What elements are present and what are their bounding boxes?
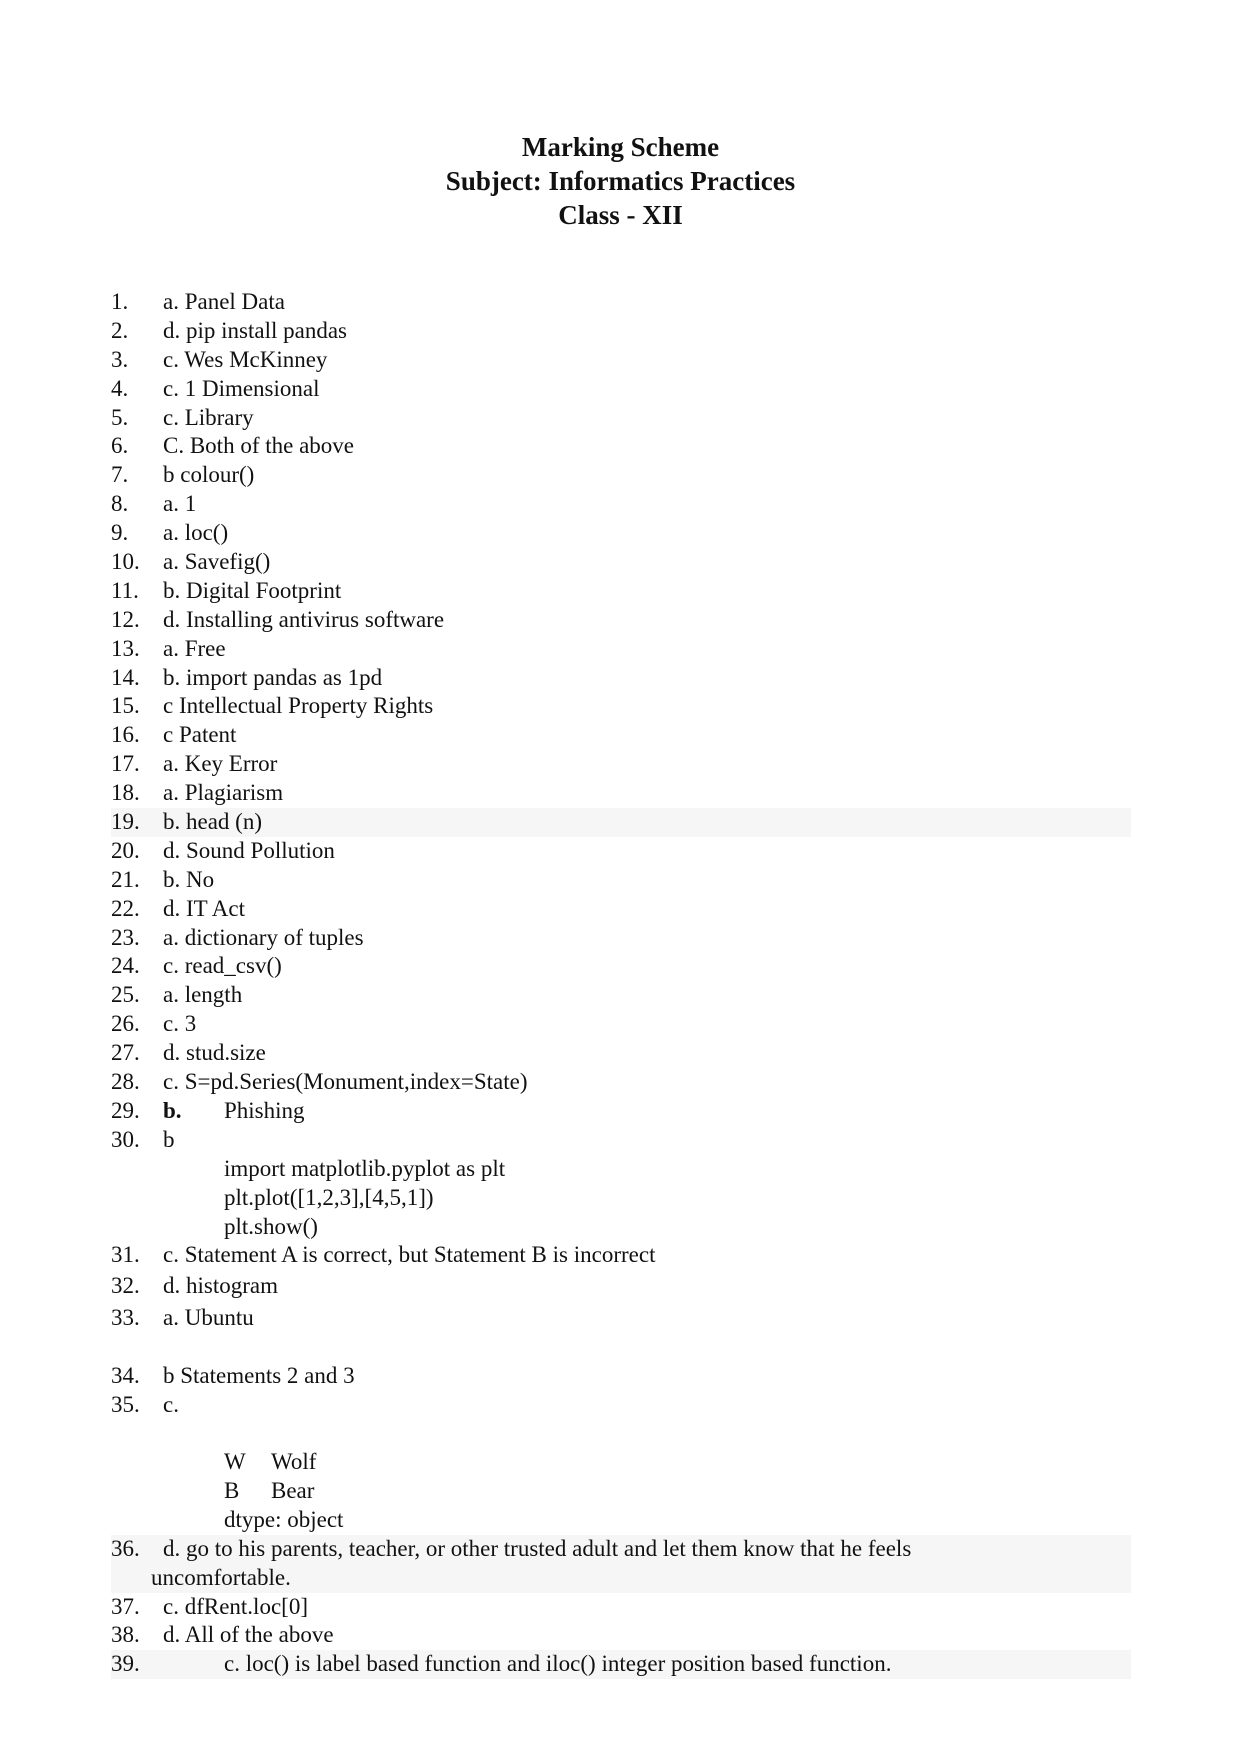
code-line-3 <box>111 1213 1131 1242</box>
answer-item <box>111 721 1131 750</box>
answer-item <box>111 461 1131 490</box>
answer-text: a. Key Error <box>163 751 278 777</box>
answer-number: 13. <box>111 635 140 661</box>
answer-item <box>111 548 1131 577</box>
code-text: plt.show() <box>224 1213 318 1239</box>
answer-text: c. S=pd.Series(Monument,index=State) <box>163 1069 528 1095</box>
answer-number: 34. <box>111 1363 140 1389</box>
answer-number: 9. <box>111 520 129 546</box>
answer-item-30 <box>111 1126 1131 1155</box>
answer-option: b <box>163 1126 175 1152</box>
answer-number: 36. <box>111 1535 140 1561</box>
answer-item <box>111 490 1131 519</box>
answer-text: b. import pandas as 1pd <box>163 664 383 690</box>
answer-item <box>111 808 1131 837</box>
answer-text-continued: uncomfortable. <box>151 1564 291 1590</box>
answer-list <box>111 288 1131 1679</box>
answer-number: 18. <box>111 780 140 806</box>
series-index: W <box>224 1449 246 1475</box>
spacer <box>111 1420 1131 1448</box>
answer-item <box>111 519 1131 548</box>
answer-item <box>111 404 1131 433</box>
answer-text: c Intellectual Property Rights <box>163 693 434 719</box>
document-header <box>0 130 1241 232</box>
answer-text: c. read_csv() <box>163 953 282 979</box>
answer-text: d. go to his parents, teacher, or other trusted adult and let them know that he feels <box>163 1535 912 1561</box>
answer-item <box>111 432 1131 461</box>
answer-number: 10. <box>111 549 140 575</box>
answer-number: 5. <box>111 404 129 430</box>
answer-item <box>111 952 1131 981</box>
answer-number: 20. <box>111 837 140 863</box>
answer-text: a. dictionary of tuples <box>163 924 364 950</box>
answer-text: b. No <box>163 866 215 892</box>
answer-text: a. loc() <box>163 520 229 546</box>
answer-text: a. Ubuntu <box>163 1305 254 1331</box>
answer-number: 7. <box>111 462 129 488</box>
answer-number: 11. <box>111 577 139 603</box>
series-row-2 <box>111 1477 1131 1506</box>
answer-number: 27. <box>111 1040 140 1066</box>
answers-1-to-28 <box>111 288 1131 1097</box>
answer-item <box>111 1010 1131 1039</box>
series-row-1 <box>111 1448 1131 1477</box>
answer-item <box>111 664 1131 693</box>
answer-text: a. Free <box>163 635 226 661</box>
code-line-2 <box>111 1184 1131 1213</box>
answer-number: 2. <box>111 317 129 343</box>
spacer <box>111 1334 1131 1362</box>
answer-number: 3. <box>111 346 129 372</box>
answer-item-33 <box>111 1302 1131 1334</box>
answer-number: 17. <box>111 751 140 777</box>
answer-number: 39. <box>111 1651 140 1677</box>
answer-number: 38. <box>111 1622 140 1648</box>
answer-number: 23. <box>111 924 140 950</box>
answer-number: 1. <box>111 289 129 314</box>
answer-number: 24. <box>111 953 140 979</box>
answer-text: C. Both of the above <box>163 433 354 459</box>
answer-text: c. Wes McKinney <box>163 346 328 372</box>
code-text: plt.plot([1,2,3],[4,5,1]) <box>224 1184 434 1210</box>
answer-text: a. length <box>163 982 243 1008</box>
answer-item <box>111 895 1131 924</box>
answer-number: 32. <box>111 1273 140 1299</box>
code-line-1 <box>111 1155 1131 1184</box>
answer-item-34 <box>111 1362 1131 1391</box>
answer-number: 15. <box>111 693 140 719</box>
answer-number: 4. <box>111 375 129 401</box>
answer-number: 6. <box>111 433 129 459</box>
answer-item <box>111 837 1131 866</box>
answer-item-38 <box>111 1621 1131 1650</box>
answer-item <box>111 375 1131 404</box>
answer-number: 21. <box>111 866 140 892</box>
answer-number: 30. <box>111 1126 140 1152</box>
answer-text: d. Sound Pollution <box>163 837 335 863</box>
answer-item <box>111 317 1131 346</box>
answer-text: d. histogram <box>163 1273 278 1299</box>
answer-text: b Statements 2 and 3 <box>163 1363 355 1389</box>
series-dtype <box>111 1506 1131 1535</box>
answer-text: c. 1 Dimensional <box>163 375 320 401</box>
document-subject: Subject: Informatics Practices <box>445 166 796 196</box>
series-value: Bear <box>271 1477 315 1503</box>
answer-item <box>111 779 1131 808</box>
answer-item <box>111 924 1131 953</box>
answer-item <box>111 1068 1131 1097</box>
answer-text: d. Installing antivirus software <box>163 606 445 632</box>
series-value: Wolf <box>271 1449 317 1475</box>
answer-text: c. Statement A is correct, but Statement B is incorrect <box>163 1242 656 1268</box>
answer-option: c. <box>163 1392 179 1418</box>
answer-number: 29. <box>111 1097 140 1123</box>
code-text: import matplotlib.pyplot as plt <box>224 1155 506 1181</box>
answer-text: c. Library <box>163 404 254 430</box>
answer-item-39 <box>111 1650 1131 1679</box>
answer-option: b. <box>163 1097 182 1123</box>
answer-text: d. pip install pandas <box>163 317 347 343</box>
answer-text: c Patent <box>163 722 237 748</box>
answer-text: c. 3 <box>163 1011 197 1037</box>
answer-item <box>111 288 1131 317</box>
answer-number: 37. <box>111 1593 140 1619</box>
answer-text: d. stud.size <box>163 1040 266 1066</box>
series-index: B <box>224 1477 240 1503</box>
answer-item <box>111 981 1131 1010</box>
answer-text: d. IT Act <box>163 895 245 921</box>
answer-number: 12. <box>111 606 140 632</box>
answer-text: b. Digital Footprint <box>163 577 342 603</box>
answer-item <box>111 606 1131 635</box>
dtype-text: dtype: object <box>224 1506 344 1532</box>
document-class: Class - XII <box>558 200 683 230</box>
answer-item <box>111 635 1131 664</box>
answer-item-31 <box>111 1241 1131 1270</box>
answer-item-29 <box>111 1097 1131 1126</box>
answer-text: Phishing <box>224 1097 305 1123</box>
answer-number: 33. <box>111 1305 140 1331</box>
answer-item <box>111 692 1131 721</box>
answer-item-37 <box>111 1593 1131 1622</box>
answer-number: 31. <box>111 1242 140 1268</box>
answer-item-32 <box>111 1270 1131 1302</box>
answer-item <box>111 1039 1131 1068</box>
answer-item <box>111 866 1131 895</box>
answer-text: a. Plagiarism <box>163 780 284 806</box>
answer-item-36 <box>111 1535 1131 1593</box>
answer-text: a. Panel Data <box>163 289 285 314</box>
answer-number: 35. <box>111 1392 140 1418</box>
answer-item <box>111 577 1131 606</box>
answer-number: 16. <box>111 722 140 748</box>
answer-text: c. loc() is label based function and iloc() integer position based function. <box>224 1651 892 1677</box>
answer-text: a. Savefig() <box>163 549 271 575</box>
answer-number: 28. <box>111 1069 140 1095</box>
answer-number: 26. <box>111 1011 140 1037</box>
answer-text: d. All of the above <box>163 1622 334 1648</box>
answer-text: c. dfRent.loc[0] <box>163 1593 308 1619</box>
answer-text: b colour() <box>163 462 255 488</box>
answer-item-35 <box>111 1391 1131 1420</box>
answer-text: a. 1 <box>163 491 197 517</box>
answer-number: 19. <box>111 809 140 835</box>
answer-text: b. head (n) <box>163 809 262 835</box>
answer-number: 8. <box>111 491 129 517</box>
answer-number: 14. <box>111 664 140 690</box>
answer-number: 22. <box>111 895 140 921</box>
answer-item <box>111 346 1131 375</box>
document-title: Marking Scheme <box>521 132 720 162</box>
answer-number: 25. <box>111 982 140 1008</box>
answer-item <box>111 750 1131 779</box>
